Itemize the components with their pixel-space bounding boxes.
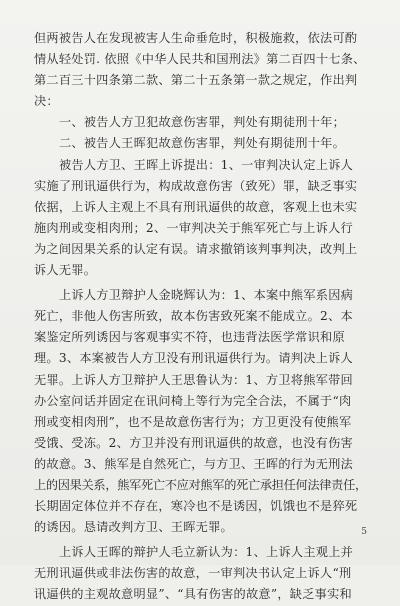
- text-line: 死亡，非他人伤害所致，故本伤害致死案不能成立。2、本: [34, 309, 353, 324]
- text-line: 但两被告人在发现被害人生命垂危时，积极施救，依法可酌: [34, 31, 358, 45]
- text-line: 决：: [34, 94, 59, 109]
- text-line: 无罪。上诉人方卫辩护人王思鲁认为：1、方卫将熊军带回: [34, 372, 353, 387]
- paragraph-start: 被告人方卫、王晖上诉提出：1、一审判决认定上诉人: [59, 157, 354, 172]
- text-line: 为之间因果关系的认定有误。请求撤销该判事判决，改判上: [34, 241, 358, 256]
- text-line: 诉人无罪。: [34, 263, 97, 278]
- verdict-item: 二、被告人王晖犯故意伤害罪，判处有期徒刑十年。: [59, 136, 346, 151]
- text-line: 讯逼供的主观故意明显”、“具有伤害的故意”，缺乏事实和: [34, 587, 352, 602]
- text-line: 无刑讯逼供或非法伤害的故意，一审判决书认定上诉人“刑: [34, 566, 352, 581]
- text-line: 办公室问话并固定在讯问椅上等行为完全合法，不属于“肉: [34, 393, 352, 408]
- paragraph-start: 上诉人王晖的辩护人毛立新认为：1、上诉人主观上并: [59, 545, 354, 560]
- text-line: 实施了刑讯逼供行为，构成故意伤害（致死）罪，缺乏事实: [34, 178, 358, 193]
- text-line: 的诱因。恳请改判方卫、王晖无罪。: [34, 520, 233, 535]
- text-line: 长期固定体位并不存在，寒冷也不是诱因，饥饿也不是猝死: [34, 499, 358, 514]
- text-line: 受饿、受冻。2、方卫并没有刑讯逼供的故意，也没有伤害: [34, 435, 353, 450]
- text-line: 上的因果关系，熊军死亡不应对熊军的死亡承担任何法律责任，: [34, 477, 367, 492]
- paragraph-start: 上诉人方卫辩护人金晓辉认为：1、本案中熊军系因病: [59, 288, 354, 303]
- page-number: 5: [361, 527, 367, 537]
- text-line: 的故意。3、熊军是自然死亡，与方卫、王晖的行为无刑法: [34, 456, 353, 471]
- text-line: 刑或变相肉刑”，也不是故意伤害行为；方卫更没有使熊军: [34, 414, 352, 429]
- text-line: 情从轻处罚. 依照《中华人民共和国刑法》第二百四十七条、: [34, 52, 366, 67]
- text-line: 施肉刑或变相肉刑；2、一审判决关于熊军死亡与上诉人行: [34, 220, 353, 235]
- verdict-item: 一、被告人方卫犯故意伤害罪，判处有期徒刑十年；: [59, 115, 346, 130]
- text-line: 依据，上诉人主观上不具有刑讯逼供的故意，客观上也未实: [34, 199, 358, 214]
- text-line: 理。3、本案被告人方卫没有刑讯逼供行为。请判决上诉人: [34, 351, 353, 366]
- text-line: 第二百三十四条第二款、第二十五条第一款之规定，作出判: [34, 73, 358, 88]
- text-line: 案鉴定所列诱因与客观事实不符，也违背法医学常识和原: [34, 330, 345, 345]
